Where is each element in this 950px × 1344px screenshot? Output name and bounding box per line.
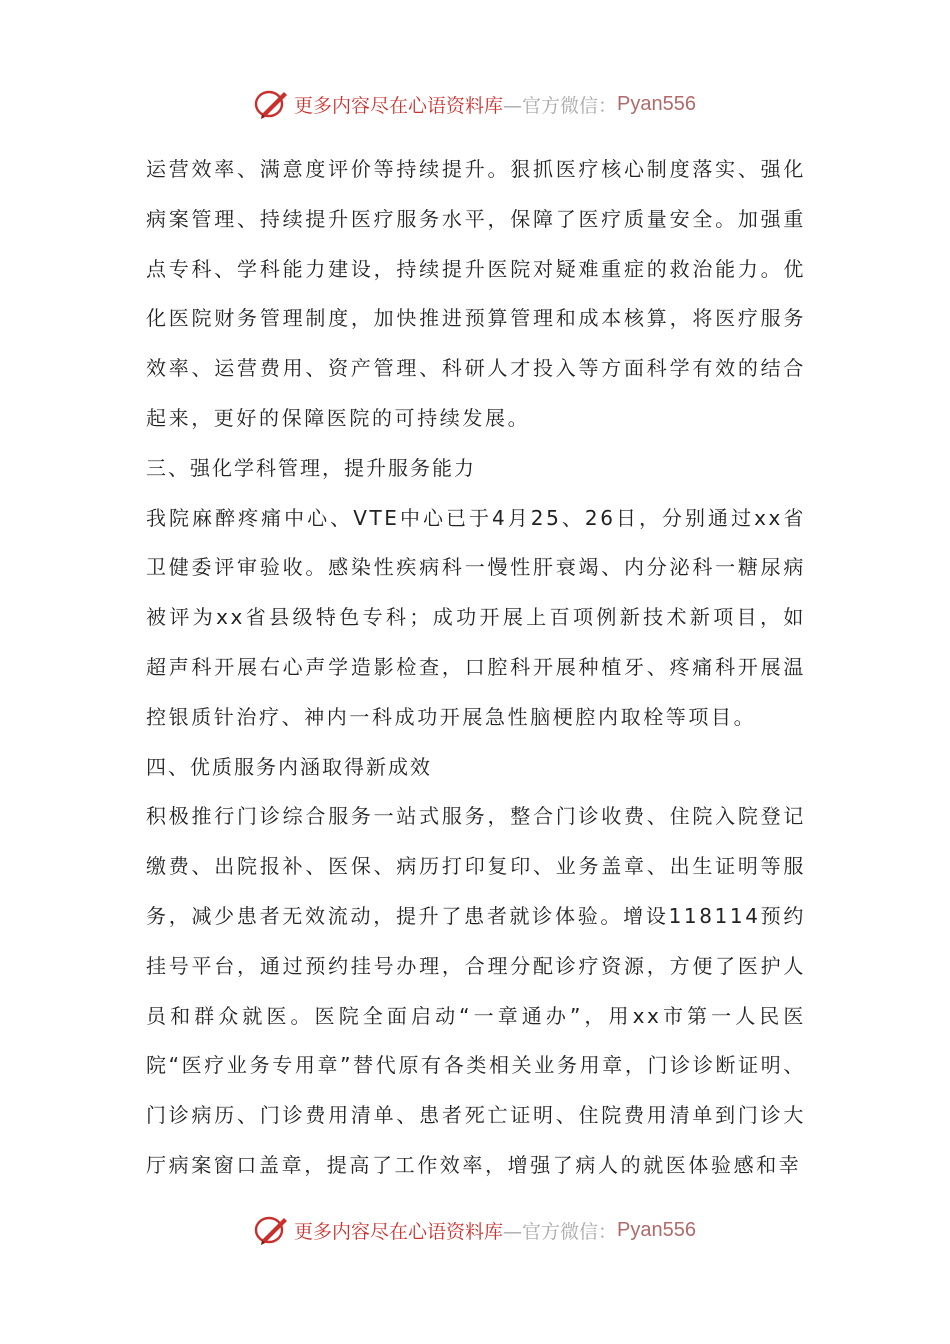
watermark-main-text: 更多内容尽在心语资料库 xyxy=(294,94,504,117)
watermark-wechat-id: Pyan556 xyxy=(617,92,696,115)
document-body xyxy=(146,145,806,1191)
section-heading-four: 四、优质服务内涵取得新成效 xyxy=(146,754,432,779)
watermark-main-text: 更多内容尽在心语资料库 xyxy=(294,1220,504,1243)
pen-logo-icon xyxy=(254,1214,290,1246)
watermark-official-text: —官方微信： xyxy=(503,94,618,117)
paragraph-quality-service: 积极推行门诊综合服务一站式服务，整合门诊收费、住院入院登记缴费、出院报补、医保、病历打印复印、业务盖章、出生证明等服务，减少患者无效流动，提升了患者就诊体验。增设118114预约挂号平台，通过预约挂号办理，合理分配诊疗资源，方便了医护人员和群众就医。医院全面启动“一章通办”，用xx市第一人民医院“医疗业务专用章”替代原有各类相关业务用章，门诊诊断证明、门诊病历、门诊费用清单、患者死亡证明、住院费用清单到门诊大厅病案窗口盖章，提高了工作效率，增强了病人的就医体验感和幸 xyxy=(146,804,806,1177)
pen-logo-icon xyxy=(254,88,290,120)
paragraph-management-efficiency: 运营效率、满意度评价等持续提升。狠抓医疗核心制度落实、强化病案管理、持续提升医疗服务水平，保障了医疗质量安全。加强重点专科、学科能力建设，持续提升医院对疑难重症的救治能力。优化医院财务管理制度，加快推进预算管理和成本核算，将医疗服务效率、运营费用、资产管理、科研人才投入等方面科学有效的结合起来，更好的保障医院的可持续发展。 xyxy=(146,157,806,430)
section-heading-three: 三、强化学科管理，提升服务能力 xyxy=(146,455,476,480)
header-watermark xyxy=(0,84,950,124)
watermark-official-text: —官方微信： xyxy=(503,1220,618,1243)
paragraph-discipline-management: 我院麻醉疼痛中心、VTE中心已于4月25、26日，分别通过xx省卫健委评审验收。感染性疾病科一慢性肝衰竭、内分泌科一糖尿病被评为xx省县级特色专科；成功开展上百项例新技术新项目，如超声科开展右心声学造影检查，口腔科开展种植牙、疼痛科开展温控银质针治疗、神内一科成功开展急性脑梗腔内取栓等项目。 xyxy=(146,505,806,729)
watermark-wechat-id: Pyan556 xyxy=(617,1218,696,1241)
footer-watermark xyxy=(0,1210,950,1250)
